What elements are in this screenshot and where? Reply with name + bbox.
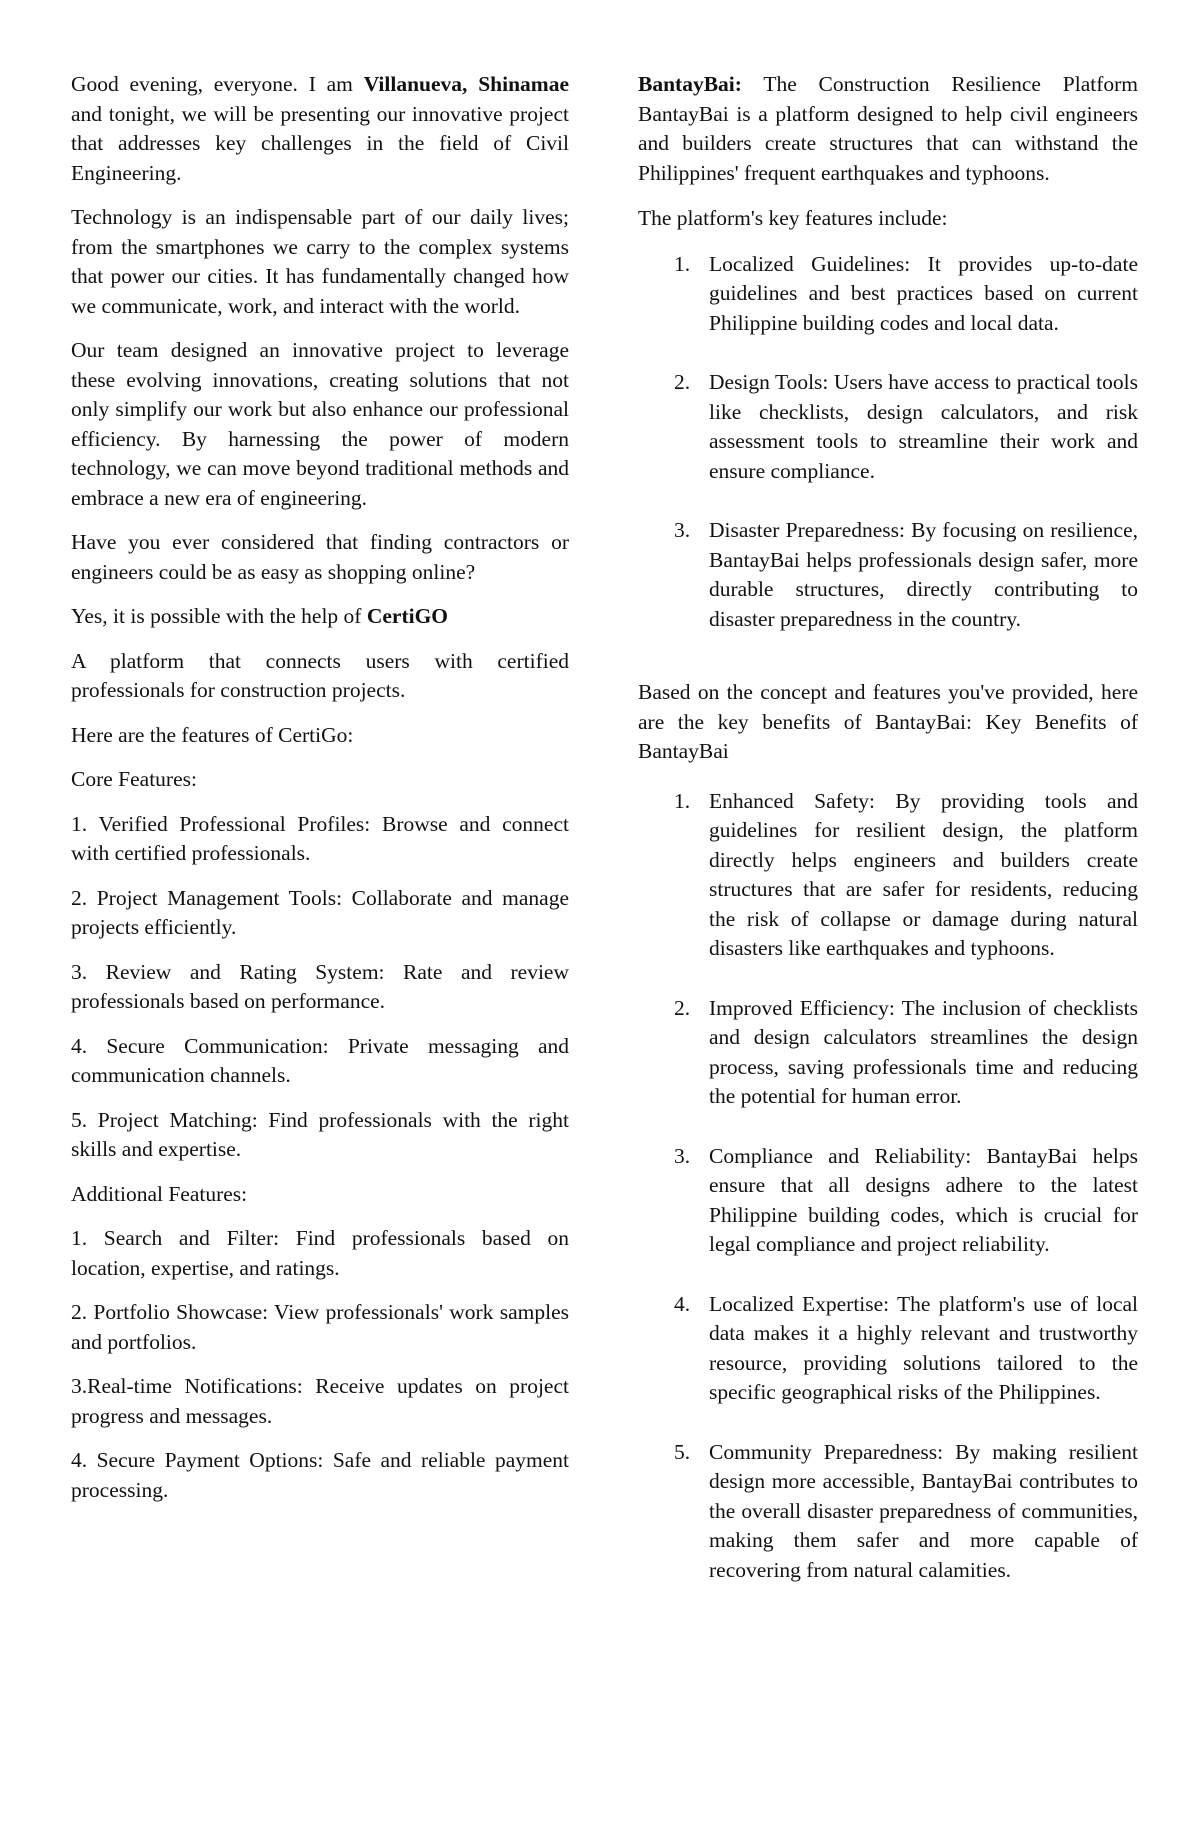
benefit-item	[638, 1142, 1138, 1260]
benefit-item	[638, 994, 1138, 1112]
technology-paragraph: Technology is an indispensable part of our daily lives; from the smartphones we carry to the complex systems that power our cities. It has fundamentally changed how we communicate, work, and interact with the world.	[71, 205, 569, 318]
features-intro: Here are the features of CertiGo:	[71, 722, 354, 747]
core-feature-item: 2. Project Management Tools: Collaborate and manage projects efficiently.	[71, 885, 569, 939]
benefit-item	[638, 1290, 1138, 1408]
certigo-prefix: Yes, it is possible with the help of	[71, 604, 367, 628]
list-number: 3.	[674, 518, 691, 542]
additional-feature-item: 1. Search and Filter: Find professionals based on location, expertise, and ratings.	[71, 1226, 569, 1280]
benefit-item	[638, 787, 1138, 964]
intro-rest: and tonight, we will be presenting our innovative project that addresses key challenges in the field of Civil Engineering.	[71, 101, 569, 185]
benefits-intro: Based on the concept and features you've provided, here are the key benefits of BantayBai: Key Benefits of BantayBai	[638, 680, 1138, 763]
intro-paragraph	[71, 70, 569, 188]
list-number: 2.	[674, 370, 691, 394]
certigo-name: CertiGO	[366, 604, 449, 628]
bantaybai-intro	[638, 70, 1138, 188]
core-feature-item: 4. Secure Communication: Private messaging and communication channels.	[71, 1033, 569, 1087]
key-features-intro: The platform's key features include:	[638, 206, 948, 230]
list-number: 5.	[674, 1439, 691, 1464]
key-feature-item	[638, 368, 1138, 486]
benefit-item	[638, 1438, 1138, 1586]
intro-greeting: Good evening, everyone. I am	[71, 72, 364, 96]
list-number: 4.	[674, 1291, 691, 1316]
list-number: 1.	[674, 251, 691, 276]
additional-feature-item: 2. Portfolio Showcase: View professionals' work samples and portfolios.	[71, 1300, 569, 1354]
bantaybai-name: BantayBai:	[638, 72, 742, 96]
list-text: Design Tools: Users have access to practical tools like checklists, design calculators, and risk assessment tools to streamline their work and ensure compliance.	[709, 370, 1138, 483]
list-text: Localized Expertise: The platform's use of local data makes it a highly relevant and trustworthy resource, providing solutions tailored to the specific geographical risks of the Philippines.	[709, 1291, 1138, 1404]
additional-feature-item: 4. Secure Payment Options: Safe and reliable payment processing.	[71, 1448, 569, 1502]
list-number: 2.	[674, 995, 691, 1020]
list-number: 3.	[674, 1143, 691, 1168]
list-number: 1.	[674, 788, 691, 813]
certigo-description: A platform that connects users with certified professionals for construction projects.	[71, 648, 569, 702]
benefits-list	[638, 787, 1138, 1586]
core-feature-item: 1. Verified Professional Profiles: Browse and connect with certified professionals.	[71, 811, 569, 865]
core-feature-item: 3. Review and Rating System: Rate and review professionals based on performance.	[71, 959, 569, 1013]
key-features-list	[638, 250, 1138, 635]
key-feature-item	[638, 250, 1138, 339]
list-text: Improved Efficiency: The inclusion of checklists and design calculators streamlines the design process, saving professionals time and reducing the potential for human error.	[709, 995, 1138, 1108]
question-paragraph: Have you ever considered that finding contractors or engineers could be as easy as shopping online?	[71, 530, 569, 584]
list-text: Enhanced Safety: By providing tools and guidelines for resilient design, the platform directly helps engineers and builders create structures that are safer for residents, reducing the risk of collapse or damage during natural disasters like earthquakes and typhoons.	[709, 788, 1138, 960]
key-feature-item	[638, 516, 1138, 634]
additional-feature-item: 3.Real-time Notifications: Receive updates on project progress and messages.	[71, 1374, 569, 1428]
core-features-heading: Core Features:	[71, 767, 197, 791]
additional-features-heading: Additional Features:	[71, 1181, 248, 1206]
certigo-intro	[71, 602, 569, 632]
presenter-name: Villanueva, Shinamae	[363, 72, 569, 96]
right-column	[638, 70, 1138, 1615]
list-text: Community Preparedness: By making resilient design more accessible, BantayBai contributes to the overall disaster preparedness of communities, making them safer and more capable of recovering from natural calamities.	[709, 1439, 1138, 1582]
bantaybai-tagline: The Construction Resilience Platform BantayBai is a platform designed to help civil engineers and builders create structures that can withstand the Philippines' frequent earthquakes and typhoons.	[638, 72, 1138, 185]
left-column	[71, 70, 569, 1520]
list-text: Compliance and Reliability: BantayBai helps ensure that all designs adhere to the latest Philippine building codes, which is crucial for legal compliance and project reliability.	[709, 1143, 1138, 1256]
list-text: Disaster Preparedness: By focusing on resilience, BantayBai helps professionals design safer, more durable structures, directly contributing to disaster preparedness in the country.	[709, 518, 1138, 631]
list-text: Localized Guidelines: It provides up-to-date guidelines and best practices based on current Philippine building codes and local data.	[709, 251, 1138, 335]
core-feature-item: 5. Project Matching: Find professionals with the right skills and expertise.	[71, 1107, 569, 1161]
team-paragraph: Our team designed an innovative project to leverage these evolving innovations, creating solutions that not only simplify our work but also enhance our professional efficiency. By harnessing the power of modern technology, we can move beyond traditional methods and embrace a new era of engineering.	[71, 338, 569, 510]
